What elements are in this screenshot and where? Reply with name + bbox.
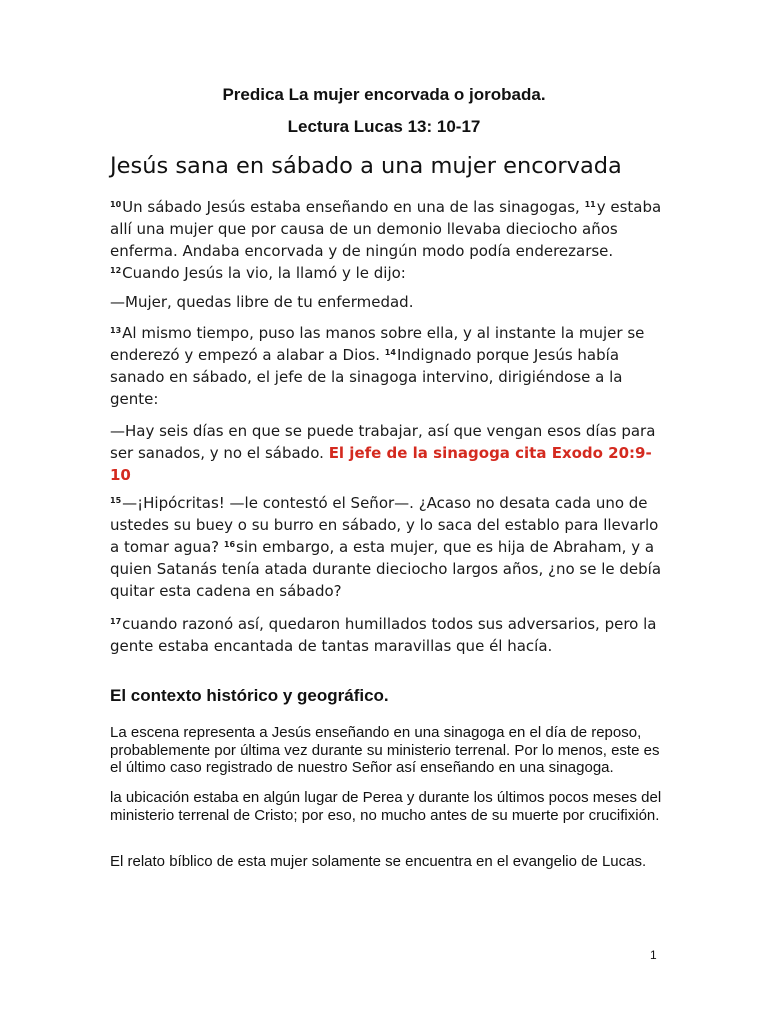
context-paragraph-2: la ubicación estaba en algún lugar de Perea y durante los últimos pocos meses del ministerio terrenal de Cristo; por eso, no mucho antes de su muerte por crucifixión. (110, 789, 662, 824)
passage-heading: Jesús sana en sábado a una mujer encorvada (110, 153, 622, 179)
verse-text: Al mismo tiempo, puso las manos sobre ella, y al instante la mujer se enderezó y empezó a alabar a Dios. (110, 324, 645, 364)
highlighted-note: El jefe de la sinagoga cita Exodo 20:9-10 (110, 444, 652, 484)
context-heading: El contexto histórico y geográfico. (110, 686, 389, 705)
verse-number: 11 (584, 200, 596, 209)
verse-number: 16 (223, 540, 236, 549)
verse-text: —Hay seis días en que se puede trabajar, así que vengan esos días para ser sanados, y no el sábado. (110, 422, 656, 462)
passage-paragraph-4 (110, 420, 670, 486)
verse-number: 14 (384, 348, 396, 357)
verse-text: sin embargo, a esta mujer, que es hija de Abraham, y a quien Satanás tenía atada durante dieciocho largos años, ¿no se le debía quitar esta cadena en sábado? (110, 538, 662, 600)
reading-reference: Lectura Lucas 13: 10-17 (287, 117, 481, 136)
verse-number: 10 (110, 200, 122, 209)
verse-text: Cuando Jesús la vio, la llamó y le dijo: (122, 264, 406, 282)
verse-text: y estaba allí una mujer que por causa de un demonio llevaba dieciocho años enferma. Andaba encorvada y de ningún modo podía enderezarse. (110, 198, 662, 260)
verse-text: cuando razonó así, quedaron humillados todos sus adversarios, pero la gente estaba encantada de tantas maravillas que él hacía. (110, 615, 657, 655)
verse-text: —Mujer, quedas libre de tu enfermedad. (110, 293, 414, 311)
verse-number: 13 (110, 326, 122, 335)
verse-text: —¡Hipócritas! —le contestó el Señor—. ¿Acaso no desata cada uno de ustedes su buey o su burro en sábado, y lo saca del establo para llevarlo a tomar agua? (110, 494, 659, 556)
verse-number: 12 (110, 266, 122, 275)
passage-paragraph-1 (110, 196, 670, 284)
verse-number: 17 (110, 617, 122, 626)
document-title: Predica La mujer encorvada o jorobada. (222, 85, 546, 104)
passage-paragraph-2 (110, 291, 670, 313)
verse-text: Indignado porque Jesús había sanado en sábado, el jefe de la sinagoga intervino, dirigiéndose a la gente: (110, 346, 623, 408)
passage-paragraph-5 (110, 492, 670, 602)
verse-text: Un sábado Jesús estaba enseñando en una de las sinagogas, (122, 198, 585, 216)
passage-paragraph-3 (110, 322, 670, 410)
verse-number: 15 (110, 496, 122, 505)
page-number: 1 (650, 948, 657, 962)
context-paragraph-1: La escena representa a Jesús enseñando en una sinagoga en el día de reposo, probablemente por última vez durante su ministerio terrenal. Por lo menos, este es el último caso registrado de nuestro Señor así enseñando en una sinagoga. (110, 724, 660, 776)
passage-paragraph-6 (110, 613, 670, 657)
context-paragraph-3: El relato bíblico de esta mujer solamente se encuentra en el evangelio de Lucas. (110, 853, 647, 870)
